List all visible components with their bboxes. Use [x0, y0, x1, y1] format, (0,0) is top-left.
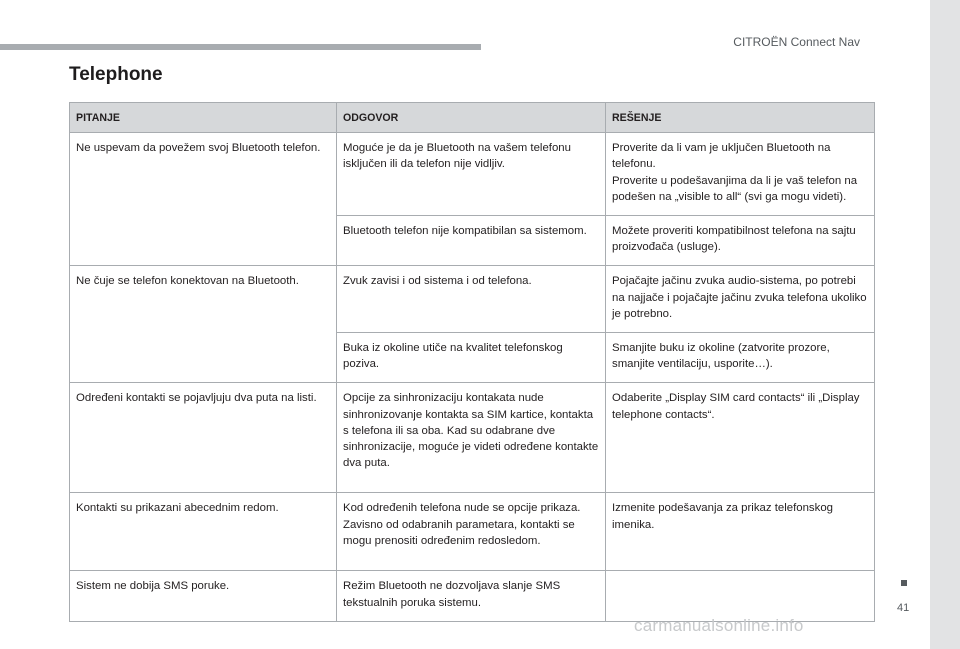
column-header-question: PITANJE [70, 103, 337, 133]
page-marker [901, 580, 907, 586]
header-brand: CITROËN Connect Nav [733, 35, 860, 49]
table-header-row [70, 103, 875, 133]
solution-cell: Izmenite podešavanja za prikaz telefonskog imenika. [606, 493, 875, 571]
question-cell: Ne uspevam da povežem svoj Bluetooth telefon. [70, 133, 337, 266]
header-rule [0, 44, 481, 50]
troubleshooting-table [69, 102, 875, 622]
page-number: 41 [897, 602, 910, 614]
answer-cell: Bluetooth telefon nije kompatibilan sa sistemom. [337, 216, 606, 266]
solution-cell: Smanjite buku iz okoline (zatvorite prozore, smanjite ventilaciju, usporite…). [606, 333, 875, 383]
column-header-answer: ODGOVOR [337, 103, 606, 133]
question-cell: Sistem ne dobija SMS poruke. [70, 571, 337, 622]
answer-cell: Režim Bluetooth ne dozvoljava slanje SMS tekstualnih poruka sistemu. [337, 571, 606, 622]
answer-cell: Opcije za sinhronizaciju kontakata nude sinhronizovanje kontakta sa SIM kartice, kontakta s telefona ili sa oba. Kad su odabrane dve sinhronizacije, moguće je videti određene kontakte dva puta. [337, 383, 606, 493]
table-row [70, 266, 875, 333]
solution-cell: Pojačajte jačinu zvuka audio-sistema, po potrebi na najjače i pojačajte jačinu zvuka telefona ukoliko je potrebno. [606, 266, 875, 333]
table-row [70, 383, 875, 493]
side-strip [930, 0, 960, 649]
solution-cell: Proverite da li vam je uključen Bluetooth na telefonu. Proverite u podešavanjima da li je vaš telefon na podešen na „visible to all“ (svi ga mogu videti). [606, 133, 875, 216]
question-cell: Ne čuje se telefon konektovan na Bluetooth. [70, 266, 337, 383]
answer-cell: Kod određenih telefona nude se opcije prikaza. Zavisno od odabranih parametara, kontakti se mogu prenositi određenim redosledom. [337, 493, 606, 571]
solution-cell: Možete proveriti kompatibilnost telefona na sajtu proizvođača (usluge). [606, 216, 875, 266]
solution-cell: Odaberite „Display SIM card contacts“ ili „Display telephone contacts“. [606, 383, 875, 493]
column-header-solution: REŠENJE [606, 103, 875, 133]
answer-cell: Zvuk zavisi i od sistema i od telefona. [337, 266, 606, 333]
table-row [70, 571, 875, 622]
answer-cell: Moguće je da je Bluetooth na vašem telefonu isključen ili da telefon nije vidljiv. [337, 133, 606, 216]
table-row [70, 493, 875, 571]
page-title: Telephone [69, 64, 163, 85]
solution-cell [606, 571, 875, 622]
question-cell: Kontakti su prikazani abecednim redom. [70, 493, 337, 571]
question-cell: Određeni kontakti se pojavljuju dva puta na listi. [70, 383, 337, 493]
watermark: carmanualsonline.info [634, 616, 804, 635]
answer-cell: Buka iz okoline utiče na kvalitet telefonskog poziva. [337, 333, 606, 383]
table-row [70, 133, 875, 216]
